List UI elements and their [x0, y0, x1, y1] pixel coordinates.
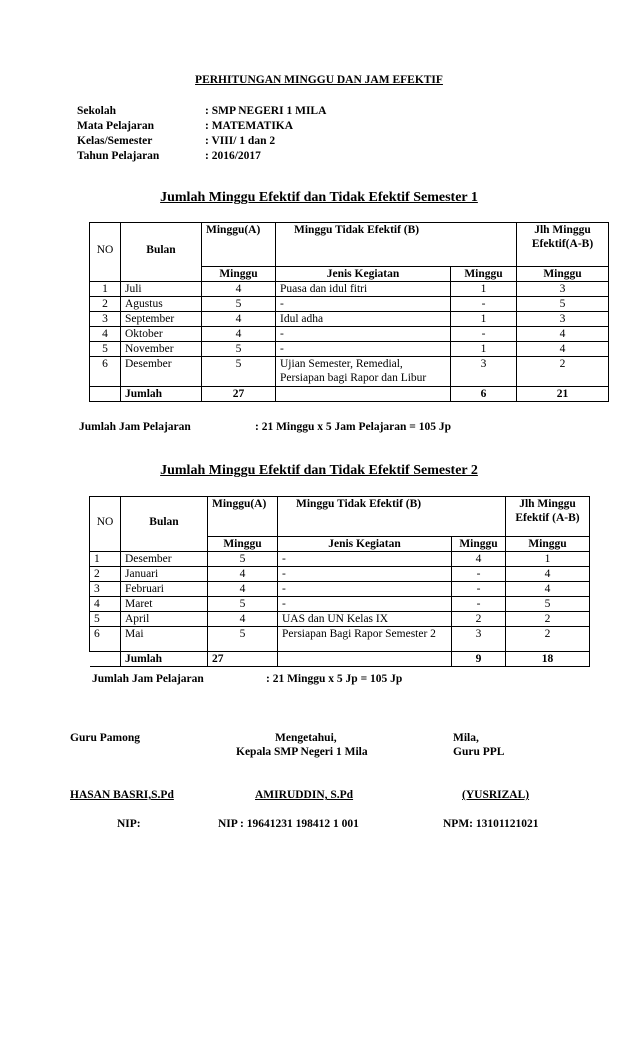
cell-total-b: 9	[452, 652, 506, 667]
table-row	[90, 582, 590, 597]
cell-kegiatan: Idul adha	[276, 312, 451, 327]
cell-minggu-ab: 2	[517, 357, 609, 387]
cell-minggu-ab: 3	[517, 282, 609, 297]
subheader-minggu: Minggu	[202, 267, 276, 282]
cell-kegiatan: Ujian Semester, Remedial, Persiapan bagi Rapor dan Libur	[276, 357, 451, 387]
table-row	[90, 627, 590, 652]
cell-minggu-b: 2	[452, 612, 506, 627]
semester1-hours-value: : 21 Minggu x 5 Jam Pelajaran = 105 Jp	[255, 421, 451, 433]
cell-minggu-b: -	[451, 297, 517, 312]
table-row	[90, 312, 609, 327]
cell-minggu-b: 1	[451, 282, 517, 297]
cell-minggu-a: 4	[208, 567, 278, 582]
signatory-name-kepala: AMIRUDDIN, S.Pd	[255, 789, 354, 801]
cell-minggu-b: 1	[451, 312, 517, 327]
cell-no: 3	[90, 582, 121, 597]
cell-kegiatan: -	[276, 297, 451, 312]
table-header-row	[90, 497, 590, 537]
cell-no: 1	[90, 282, 121, 297]
cell-total-b: 6	[451, 387, 517, 402]
cell-minggu-b: 1	[451, 342, 517, 357]
header-jlh-minggu-efektif: Jlh Minggu Efektif(A-B)	[517, 223, 609, 267]
table-row	[90, 297, 609, 312]
cell-no: 2	[90, 297, 121, 312]
cell-minggu-ab: 4	[517, 327, 609, 342]
semester2-hours-value: : 21 Minggu x 5 Jp = 105 Jp	[266, 673, 403, 685]
signatory-name-guru-pamong: HASAN BASRI,S.Pd	[70, 789, 174, 801]
cell-empty	[90, 652, 121, 667]
info-value: : VIII/ 1 dan 2	[205, 135, 276, 147]
table-total-row	[90, 652, 590, 667]
info-value: : SMP NEGERI 1 MILA	[205, 105, 327, 117]
cell-kegiatan: -	[276, 327, 451, 342]
cell-total-ab: 21	[517, 387, 609, 402]
cell-minggu-a: 5	[202, 297, 276, 312]
subheader-minggu-ab: Minggu	[517, 267, 609, 282]
cell-bulan: April	[121, 612, 208, 627]
cell-minggu-ab: 4	[517, 342, 609, 357]
cell-total-ab: 18	[506, 652, 590, 667]
cell-bulan: Februari	[121, 582, 208, 597]
cell-kegiatan: -	[278, 582, 452, 597]
header-minggu-tidak-efektif: Minggu Tidak Efektif (B)	[276, 223, 517, 267]
cell-minggu-ab: 1	[506, 552, 590, 567]
signatory-id-guru-ppl: NPM: 13101121021	[443, 818, 539, 830]
cell-bulan: Agustus	[121, 297, 202, 312]
cell-minggu-b: 3	[452, 627, 506, 652]
cell-no: 4	[90, 597, 121, 612]
info-row	[77, 134, 326, 149]
cell-no: 5	[90, 342, 121, 357]
cell-total-a: 27	[208, 652, 278, 667]
table-row	[90, 282, 609, 297]
cell-bulan: Juli	[121, 282, 202, 297]
table-row	[90, 567, 590, 582]
cell-total-a: 27	[202, 387, 276, 402]
cell-bulan: Desember	[121, 357, 202, 387]
cell-minggu-b: -	[452, 582, 506, 597]
cell-no: 4	[90, 327, 121, 342]
signatory-kepala-acknowledged: Mengetahui,	[275, 732, 337, 744]
info-value: : MATEMATIKA	[205, 120, 294, 132]
cell-no: 2	[90, 567, 121, 582]
document-title: PERHITUNGAN MINGGU DAN JAM EFEKTIF	[195, 74, 443, 86]
cell-no: 1	[90, 552, 121, 567]
info-value: : 2016/2017	[205, 150, 261, 162]
cell-kegiatan: -	[276, 342, 451, 357]
cell-kegiatan: Persiapan Bagi Rapor Semester 2	[278, 627, 452, 652]
cell-minggu-b: -	[451, 327, 517, 342]
table-total-row	[90, 387, 609, 402]
signatory-name-guru-ppl: (YUSRIZAL)	[462, 789, 530, 801]
cell-kegiatan: Puasa dan idul fitri	[276, 282, 451, 297]
cell-minggu-ab: 2	[506, 612, 590, 627]
signatory-guru-ppl-role: Guru PPL	[453, 746, 505, 758]
cell-bulan: Januari	[121, 567, 208, 582]
cell-minggu-a: 4	[202, 312, 276, 327]
cell-minggu-b: -	[452, 567, 506, 582]
subheader-minggu-b: Minggu	[452, 537, 506, 552]
header-bulan: Bulan	[121, 223, 202, 282]
subheader-jenis-kegiatan: Jenis Kegiatan	[276, 267, 451, 282]
header-minggu-tidak-efektif: Minggu Tidak Efektif (B)	[278, 497, 506, 537]
header-no: NO	[90, 497, 121, 552]
cell-minggu-ab: 2	[506, 627, 590, 652]
cell-minggu-b: -	[452, 597, 506, 612]
signatory-id-kepala: NIP : 19641231 198412 1 001	[218, 818, 359, 830]
cell-minggu-ab: 4	[506, 567, 590, 582]
table-row	[90, 327, 609, 342]
info-label: Mata Pelajaran	[77, 120, 154, 132]
subheader-minggu: Minggu	[208, 537, 278, 552]
cell-bulan: Desember	[121, 552, 208, 567]
cell-minggu-a: 5	[202, 357, 276, 387]
semester1-hours-label: Jumlah Jam Pelajaran	[79, 421, 191, 433]
cell-minggu-a: 4	[202, 327, 276, 342]
info-row	[77, 149, 326, 164]
header-no: NO	[90, 223, 121, 282]
table-row	[90, 612, 590, 627]
header-minggu-a: Minggu(A)	[208, 497, 278, 537]
cell-no: 5	[90, 612, 121, 627]
signatory-place: Mila,	[453, 732, 479, 744]
table-row	[90, 552, 590, 567]
cell-empty	[276, 387, 451, 402]
signatory-guru-pamong-role: Guru Pamong	[70, 732, 140, 744]
cell-minggu-ab: 3	[517, 312, 609, 327]
cell-total-label: Jumlah	[121, 387, 202, 402]
cell-minggu-a: 4	[208, 612, 278, 627]
cell-minggu-a: 5	[208, 552, 278, 567]
subheader-minggu-ab: Minggu	[506, 537, 590, 552]
semester1-title: Jumlah Minggu Efektif dan Tidak Efektif Semester 1	[160, 190, 478, 205]
cell-bulan: Mai	[121, 627, 208, 652]
table-header-row	[90, 223, 609, 267]
cell-minggu-ab: 5	[517, 297, 609, 312]
signatory-kepala-role: Kepala SMP Negeri 1 Mila	[236, 746, 368, 758]
cell-empty	[90, 387, 121, 402]
cell-minggu-ab: 5	[506, 597, 590, 612]
cell-minggu-b: 3	[451, 357, 517, 387]
cell-minggu-a: 4	[208, 582, 278, 597]
info-label: Tahun Pelajaran	[77, 150, 160, 162]
cell-kegiatan: UAS dan UN Kelas IX	[278, 612, 452, 627]
table-row	[90, 597, 590, 612]
cell-total-label: Jumlah	[121, 652, 208, 667]
cell-minggu-a: 5	[208, 627, 278, 652]
identity-block	[77, 104, 326, 164]
semester2-hours-label: Jumlah Jam Pelajaran	[92, 673, 204, 685]
header-jlh-minggu-efektif: Jlh Minggu Efektif (A-B)	[506, 497, 590, 537]
info-label: Kelas/Semester	[77, 135, 153, 147]
cell-no: 6	[90, 357, 121, 387]
subheader-jenis-kegiatan: Jenis Kegiatan	[278, 537, 452, 552]
semester2-table	[89, 496, 590, 667]
table-row	[90, 342, 609, 357]
info-row	[77, 104, 326, 119]
cell-minggu-a: 5	[208, 597, 278, 612]
semester2-title: Jumlah Minggu Efektif dan Tidak Efektif Semester 2	[160, 463, 478, 478]
cell-bulan: November	[121, 342, 202, 357]
cell-bulan: Maret	[121, 597, 208, 612]
subheader-minggu-b: Minggu	[451, 267, 517, 282]
cell-minggu-a: 4	[202, 282, 276, 297]
info-label: Sekolah	[77, 105, 116, 117]
cell-minggu-ab: 4	[506, 582, 590, 597]
cell-kegiatan: -	[278, 552, 452, 567]
info-row	[77, 119, 326, 134]
cell-bulan: Oktober	[121, 327, 202, 342]
cell-bulan: September	[121, 312, 202, 327]
header-bulan: Bulan	[121, 497, 208, 552]
table-row	[90, 357, 609, 387]
cell-no: 3	[90, 312, 121, 327]
signatory-id-guru-pamong: NIP:	[117, 818, 141, 830]
header-minggu-a: Minggu(A)	[202, 223, 276, 267]
cell-minggu-a: 5	[202, 342, 276, 357]
cell-minggu-b: 4	[452, 552, 506, 567]
semester1-table	[89, 222, 609, 402]
cell-kegiatan: -	[278, 567, 452, 582]
cell-kegiatan: -	[278, 597, 452, 612]
cell-empty	[278, 652, 452, 667]
cell-no: 6	[90, 627, 121, 652]
